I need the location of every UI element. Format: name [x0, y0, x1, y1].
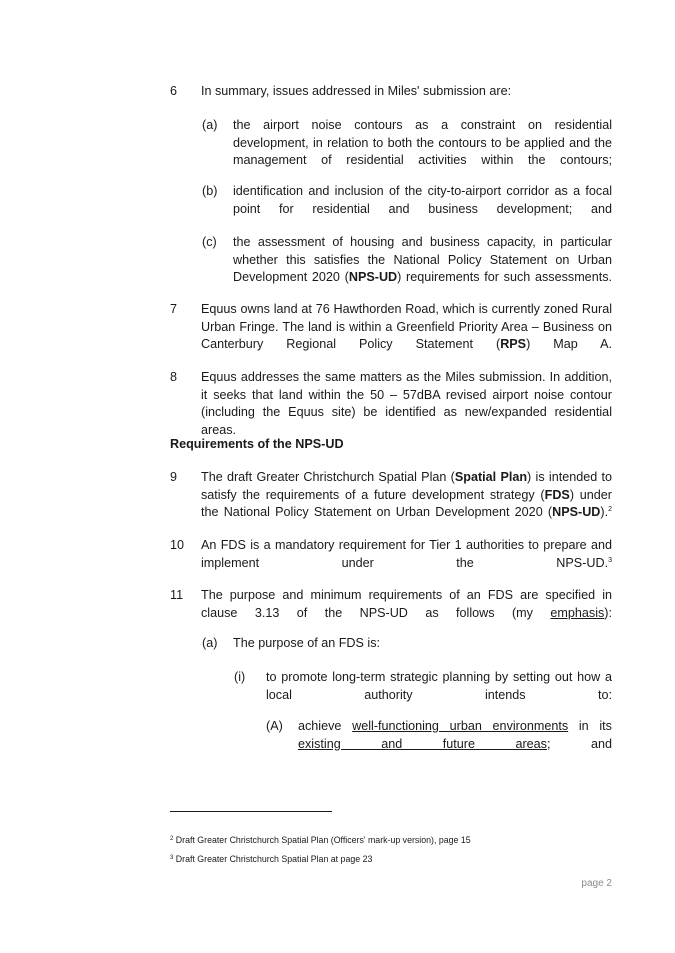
defined-term: NPS-UD — [348, 270, 398, 284]
footnote-reference[interactable]: 2 — [608, 506, 612, 513]
footnote-reference[interactable]: 3 — [608, 556, 612, 564]
subparagraph-label: (A) — [266, 719, 283, 733]
subparagraph-label: (c) — [202, 235, 217, 249]
paragraph-number: 9 — [170, 470, 178, 484]
defined-term: FDS — [544, 487, 570, 502]
footnote-number: 3 — [170, 855, 174, 861]
emphasis-text: emphasis — [550, 605, 605, 620]
paragraph-text: Equus owns land at 76 Hawthorden Road, which is currently zoned Rural Urban Fringe. The land is within a Greenfield Priority Area – Business on Canterbury Regional Policy Statement (RPS) Map A. — [201, 302, 612, 351]
subparagraph-text: to promote long-term strategic planning by setting out how a local authority intends to: — [266, 670, 612, 702]
subparagraph-label: (i) — [234, 670, 246, 684]
footnote-separator — [170, 811, 332, 812]
defined-term: RPS — [500, 337, 527, 351]
paragraph-number: 10 — [170, 538, 185, 552]
subparagraph-label: (b) — [202, 184, 218, 198]
page-number: page 2 — [581, 878, 612, 889]
paragraph-text: The purpose and minimum requirements of an FDS are specified in clause 3.13 of the NPS-UD as follows (my emphasis): — [201, 588, 612, 620]
subparagraph-text: achieve well-functioning urban environments in its existing and future areas; and — [298, 719, 612, 751]
paragraph-text: In summary, issues addressed in Miles' submission are: — [201, 84, 512, 98]
paragraph-number: 11 — [170, 588, 184, 602]
subparagraph-text: the airport noise contours as a constraint on residential development, in relation to both the contours to be applied and the management of residential activities within the contours; — [233, 118, 612, 167]
subparagraph-label: (a) — [202, 118, 218, 132]
footnote: $^3$ Draft Greater Christchurch Spatial Plan at page 23 — [170, 854, 373, 864]
subparagraph-text: the assessment of housing and business capacity, in particular whether this satisfies the National Policy Statement on Urban Development 2020 (NPS-UD) requirements for such assessments. — [233, 235, 612, 284]
footnote: $^2$ Draft Greater Christchurch Spatial Plan (Officers' mark-up version), page 15 — [170, 835, 471, 845]
paragraph-text: The draft Greater Christchurch Spatial Plan (Spatial Plan) is intended to satisfy the requirements of a future development strategy (FDS) under the National Policy Statement on Urban Development 2020 (NPS-UD).$^2$ — [201, 470, 612, 519]
subparagraph-text: The purpose of an FDS is: — [233, 636, 380, 650]
subparagraph-text: identification and inclusion of the city-to-airport corridor as a focal point for residential and business development; and — [233, 184, 612, 216]
paragraph-text: Equus addresses the same matters as the Miles submission. In addition, it seeks that land within the 50 – 57dBA revised airport noise contour (including the Equus site) be identified as new/expanded residential areas. — [201, 370, 612, 437]
paragraph-text: An FDS is a mandatory requirement for Tier 1 authorities to prepare and implement under the NPS-UD.$^3$ — [201, 538, 612, 570]
section-heading: Requirements of the NPS-UD — [170, 437, 344, 451]
defined-term: NPS-UD — [552, 505, 601, 519]
defined-term: Spatial Plan — [454, 470, 528, 484]
subparagraph-label: (a) — [202, 636, 218, 650]
emphasis-text: well-functioning urban environments — [352, 719, 569, 733]
footnote-number: 2 — [170, 836, 174, 842]
paragraph-number: 8 — [170, 370, 178, 384]
paragraph-number: 6 — [170, 84, 178, 98]
paragraph-number: 7 — [170, 302, 178, 316]
emphasis-text: existing and future areas — [298, 736, 547, 751]
